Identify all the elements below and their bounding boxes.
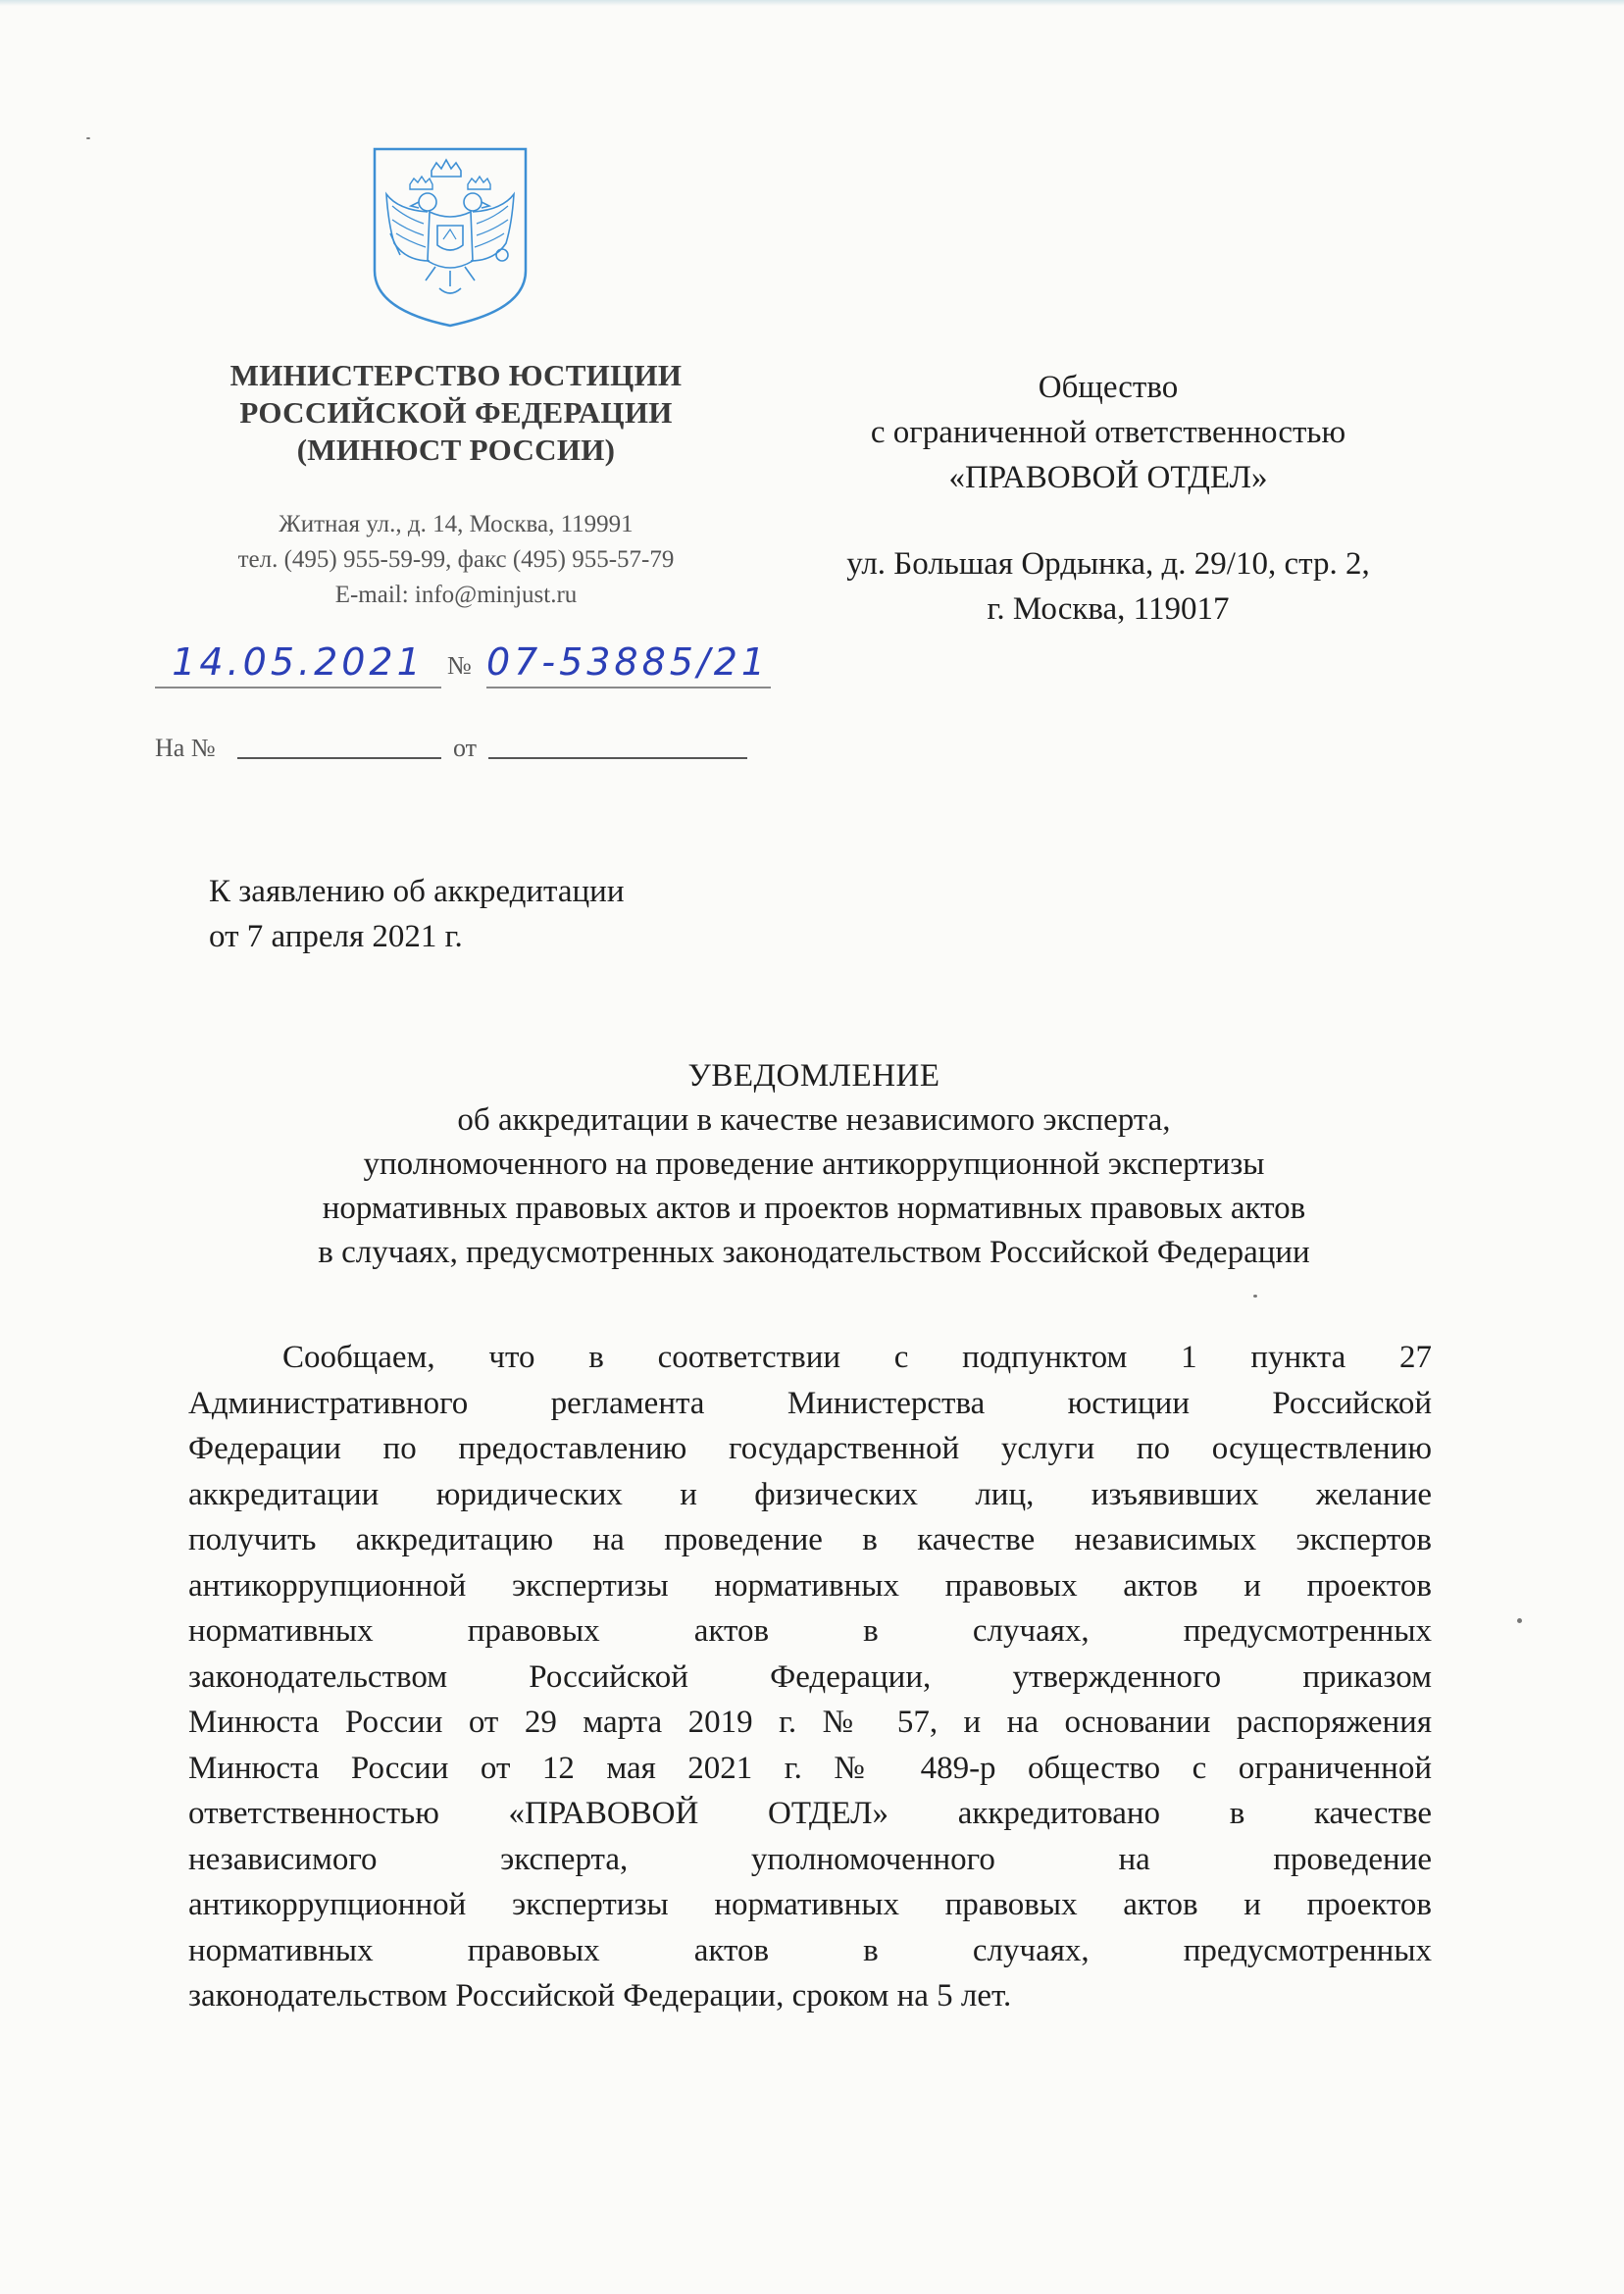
body-line: законодательством Российской Федерации, сроком на 5 лет. [188,1978,1012,2014]
ministry-phone-fax: тел. (495) 955-59-99, факс (495) 955-57-79 [237,546,675,573]
document-title-block [167,1054,1461,1275]
registration-number-label: № [447,651,472,680]
reply-number-label: На № [155,734,216,762]
body-line: Административного регламента Министерства юстиции Российской [188,1385,1432,1421]
addressee-address-line: г. Москва, 119017 [987,591,1230,627]
addressee-org-line: Общество [1038,370,1179,405]
scan-speck [86,137,90,139]
body-line: получить аккредитацию на проведение в качестве независимых экспертов [188,1522,1432,1557]
body-line: ответственностью «ПРАВОВОЙ ОТДЕЛ» аккредитовано в качестве [188,1796,1432,1831]
body-line: нормативных правовых актов в случаях, предусмотренных [188,1613,1432,1649]
notice-body [188,1335,1432,2019]
body-line: независимого эксперта, уполномоченного на проведение [188,1841,1432,1877]
body-line: Минюста России от 12 мая 2021 г. № 489-р общество с ограниченной [188,1750,1432,1786]
ministry-address: Житная ул., д. 14, Москва, 119991 [279,511,634,537]
body-line: антикоррупционной экспертизы нормативных правовых актов и проектов [188,1887,1432,1922]
registration-line [147,637,775,696]
scan-speck [1253,1295,1257,1298]
body-line: нормативных правовых актов в случаях, предусмотренных [188,1932,1432,1968]
body-line: аккредитации юридических и физических лиц, изъявивших желание [188,1476,1432,1512]
ministry-email: E-mail: info@minjust.ru [334,582,578,608]
reply-number-blank [237,757,441,759]
scan-speck [1517,1618,1522,1623]
title-line: уполномоченного на проведение антикоррупционной экспертизы [363,1147,1265,1182]
coat-of-arms-emblem [371,145,530,330]
handwritten-registration-number: 07-53885/21 [486,637,771,688]
scan-top-edge [0,0,1624,6]
addressee-org-line: с ограниченной ответственностью [870,415,1346,450]
body-line: Сообщаем, что в соответствии с подпунктом 1 пункта 27 [282,1340,1432,1375]
document-heading: УВЕДОМЛЕНИЕ [687,1058,940,1094]
title-line: в случаях, предусмотренных законодательством Российской Федерации [318,1235,1310,1270]
ministry-name-block [147,357,765,469]
ministry-abbreviation: (МИНЮСТ РОССИИ) [296,433,616,467]
reference-line: К заявлению об аккредитации [209,874,625,909]
addressee-address-line: ул. Большая Ордынка, д. 29/10, стр. 2, [846,546,1370,582]
addressee-org-name: «ПРАВОВОЙ ОТДЕЛ» [948,460,1268,495]
ministry-name-line: МИНИСТЕРСТВО ЮСТИЦИИ [229,358,683,392]
ministry-name-line: РОССИЙСКОЙ ФЕДЕРАЦИИ [239,395,673,430]
body-line: антикоррупционной экспертизы нормативных правовых актов и проектов [188,1567,1432,1604]
handwritten-registration-date: 14.05.2021 [155,637,441,688]
ministry-contacts [147,507,765,613]
body-line: законодательством Российской Федерации, утвержденного приказом [188,1658,1432,1695]
title-line: об аккредитации в качестве независимого эксперта, [457,1102,1171,1138]
reply-date-label: от [453,734,478,762]
reply-reference-line [147,734,775,773]
title-line: нормативных правовых актов и проектов нормативных правовых актов [322,1191,1306,1226]
reply-date-blank [488,757,747,759]
body-line: Федерации по предоставлению государственной услуги по осуществлению [188,1431,1432,1466]
application-reference [209,869,895,959]
body-line: Минюста России от 29 марта 2019 г. № 57, и на основании распоряжения [188,1705,1432,1740]
reference-line: от 7 апреля 2021 г. [209,919,463,954]
addressee-block [775,365,1442,632]
